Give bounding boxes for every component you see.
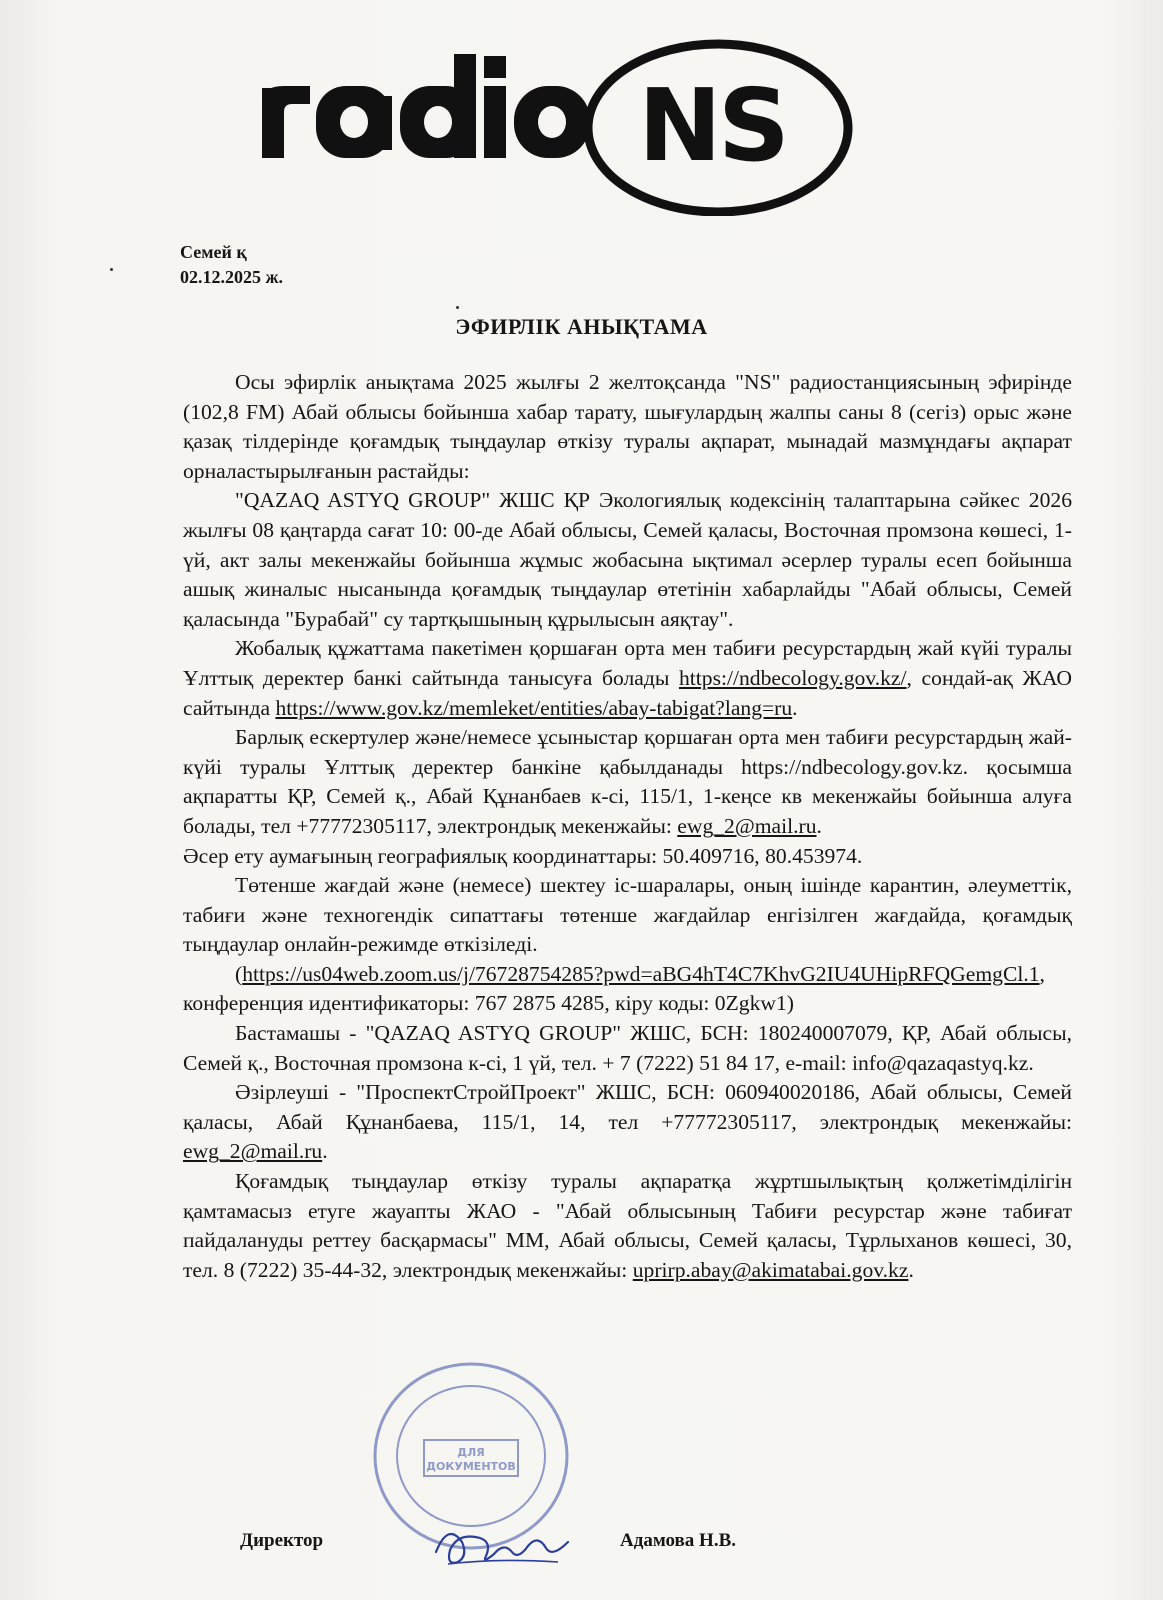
text: Барлық ескертулер және/немесе ұсыныстар қоршаған орта мен табиғи ресурстардың жай-күйі туралы Ұлттық деректер банкіне қабылданады https://ndbecology.gov.kz. қосымша ақпаратты ҚР, Семей қ., Абай Құнанбаев к-сі, 115/1, 1-кеңсе кв мекенжайы бойынша алуға болады, тел +77772305117, электрондық мекенжайы: xyxy=(183,725,1072,838)
paragraph-1: Осы эфирлік анықтама 2025 жылғы 2 желтоқсанда "NS" радиостанциясының эфирінде (102,8 FM) Абай облысы бойынша хабар тарату, шығулардың жалпы саны 8 (сегіз) орыс және қазақ тілдерінде қоғамдық тыңдаулар өткізу туралы ақпарат, мынадай мазмұндағы ақпарат орналастырылғанын растайды: xyxy=(183,370,1072,483)
logo-text: radioNS xyxy=(262,36,266,37)
paragraph-6: Төтенше жағдай және (немесе) шектеу іс-шаралары, оның ішінде карантин, әлеуметтік, табиғи және техногендік сипаттағы төтенше жағдайлар енгізілген жағдайда, қоғамдық тыңдаулар онлайн-режимде өткізіледі. xyxy=(183,873,1072,957)
paragraph-5: Әсер ету аумағының географиялық координаттары: 50.409716, 80.453974. xyxy=(183,843,863,868)
email-link[interactable]: uprirp.abay@akimatabai.gov.kz xyxy=(632,1257,909,1282)
signer-position: Директор xyxy=(240,1530,324,1551)
zoom-link[interactable]: https://us04web.zoom.us/j/76728754285?pwd=aBG4hT4C7KhvG2IU4UHipRFQGemgCl.1 xyxy=(242,961,1040,986)
document-title: ЭФИРЛІК АНЫҚТАМА xyxy=(455,314,708,339)
header-meta xyxy=(180,240,283,290)
text: . xyxy=(816,813,822,838)
email-link[interactable]: ewg_2@mail.ru xyxy=(183,1139,323,1164)
text: ( xyxy=(235,961,243,986)
text: Қоғамдық тыңдаулар өткізу туралы ақпаратқа жұртшылықтың қолжетімділігін қамтамасыз етуге жауапты ЖАО - "Абай облысының Табиғи ресурстар және табиғат пайдалануды реттеу басқармасы" ММ, Абай облысы, Семей қаласы, Тұрлыханов көшесі, 30, тел. 8 (7222) 35-44-32, электрондық мекенжайы: xyxy=(183,1169,1072,1282)
text: . xyxy=(792,695,798,720)
city: Семей қ xyxy=(180,242,247,262)
paragraph-2: "QAZAQ ASTYQ GROUP" ЖШС ҚР Экологиялық кодексінің талаптарына сәйкес 2026 жылғы 08 қаңтарда сағат 10: 00-де Абай облысы, Семей қаласы, Восточная промзона көшесі, 1-үй, акт залы мекенжайы бойынша жұмыс жобасына ықтимал әсерлер туралы есеп бойынша ашық жиналыс нысанында қоғамдық тыңдаулар өтетінін хабарлайды "Абай облысы, Семей қаласында "Бурабай" су тартқышының құрылысын аяқтау". xyxy=(183,488,1072,631)
text: . xyxy=(322,1139,328,1164)
paragraph-7 xyxy=(183,960,1072,1019)
signer-name: Адамова Н.В. xyxy=(620,1530,737,1551)
paragraph-4 xyxy=(183,723,1072,841)
paragraph-9 xyxy=(183,1078,1072,1167)
paragraph-10 xyxy=(183,1167,1072,1285)
svg-text:ДОКУМЕНТОВ: ДОКУМЕНТОВ xyxy=(426,1460,516,1473)
signature-row xyxy=(240,1530,760,1558)
text: , сондай-ақ ЖАО сайтында xyxy=(183,665,1072,720)
speck xyxy=(110,268,113,271)
text: , конференция идентификаторы: 767 2875 4285, кіру коды: 0Zgkw1) xyxy=(183,961,1045,1016)
paragraph-8: Бастамашы - "QAZAQ ASTYQ GROUP" ЖШС, БСН: 180240007079, ҚР, Абай облысы, Семей қ., Восточная промзона к-сі, 1 үй, тел. + 7 (7222) 51 84 17, e-mail: info@qazaqastyq.kz. xyxy=(183,1021,1072,1075)
ndb-ecology-link[interactable]: https://ndbecology.gov.kz/ xyxy=(679,665,907,690)
speck xyxy=(456,306,459,309)
date: 02.12.2025 ж. xyxy=(180,267,284,287)
text: Әзірлеуші - "ПроспектСтройПроект" ЖШС, БСН: 060940020186, Абай облысы, Семей қаласы, Абай Құнанбаева, 115/1, 14, тел +77772305117, электрондық мекенжайы: xyxy=(183,1080,1072,1134)
svg-text:ДЛЯ: ДЛЯ xyxy=(457,1446,485,1459)
radio-ns-logo xyxy=(262,36,872,216)
svg-text:NS: NS xyxy=(638,67,786,184)
text: Жобалық құжаттама пакетімен қоршаған орта мен табиғи ресурстардың жай күйі туралы Ұлттық деректер банкі сайтында танысуға болады xyxy=(183,636,1072,690)
paragraph-3 xyxy=(183,634,1072,723)
text: . xyxy=(908,1257,914,1282)
document-body xyxy=(183,368,1072,1285)
email-link[interactable]: ewg_2@mail.ru xyxy=(677,813,817,838)
gov-kz-link[interactable]: https://www.gov.kz/memleket/entities/abay-tabigat?lang=ru xyxy=(275,695,793,720)
